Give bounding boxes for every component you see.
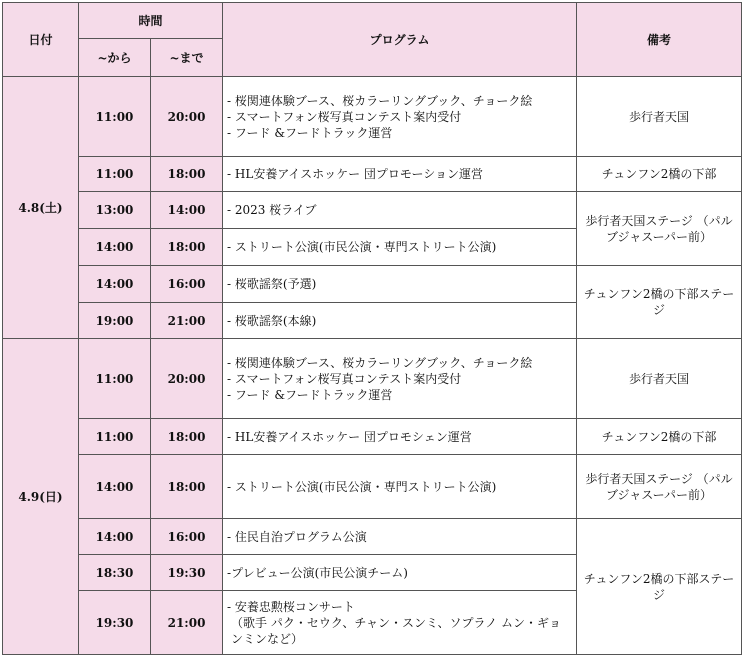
time-from: 11:00 — [79, 157, 151, 192]
program-cell — [223, 555, 577, 591]
program-cell — [223, 192, 577, 229]
date-cell: 4.9(日) — [3, 339, 79, 655]
time-from: 19:30 — [79, 591, 151, 655]
time-to: 20:00 — [151, 339, 223, 419]
program-line: - フード &フードトラック運営 — [227, 125, 393, 140]
program-line: - スマートフォン桜写真コンテスト案内受付 — [227, 371, 462, 386]
time-to: 14:00 — [151, 192, 223, 229]
note-cell: チュンフン2橋の下部 — [577, 419, 742, 455]
time-to: 16:00 — [151, 266, 223, 303]
time-from: 11:00 — [79, 419, 151, 455]
header-row-1 — [3, 3, 742, 39]
header-to: ~まで — [151, 39, 223, 77]
program-cell — [223, 419, 577, 455]
program-line: - ストリート公演(市民公演・専門ストリート公演) — [227, 240, 497, 254]
program-line: - スマートフォン桜写真コンテスト案内受付 — [227, 109, 462, 124]
note-cell: チュンフン2橋の下部ステージ — [577, 519, 742, 655]
time-from: 14:00 — [79, 455, 151, 519]
note-cell: 歩行者天国ステージ （パルブジャスーパー前） — [577, 455, 742, 519]
time-to: 18:00 — [151, 455, 223, 519]
program-line: - 桜関連体験ブース、桜カラーリングブック、チョーク絵 — [227, 355, 533, 370]
note-cell: 歩行者天国ステージ （パルブジャスーパー前） — [577, 192, 742, 266]
table-row — [3, 157, 742, 192]
schedule-table — [2, 2, 742, 655]
time-from: 14:00 — [79, 519, 151, 555]
header-time: 時間 — [79, 3, 223, 39]
header-note: 備考 — [577, 3, 742, 77]
time-from: 13:00 — [79, 192, 151, 229]
time-from: 19:00 — [79, 303, 151, 339]
table-row — [3, 192, 742, 229]
note-cell: 歩行者天国 — [577, 339, 742, 419]
program-line: - 桜関連体験ブース、桜カラーリングブック、チョーク絵 — [227, 93, 533, 108]
program-line: - 安養忠勲桜コンサート — [227, 599, 355, 614]
program-cell — [223, 303, 577, 339]
table-row — [3, 455, 742, 519]
note-cell: チュンフン2橋の下部ステージ — [577, 266, 742, 339]
table-row — [3, 519, 742, 555]
time-to: 16:00 — [151, 519, 223, 555]
program-line: - 桜歌謡祭(予選) — [227, 277, 317, 291]
time-to: 18:00 — [151, 229, 223, 266]
note-cell: 歩行者天国 — [577, 77, 742, 157]
program-line: - フード &フードトラック運営 — [227, 387, 393, 402]
program-cell — [223, 77, 577, 157]
date-cell: 4.8(土) — [3, 77, 79, 339]
program-cell — [223, 455, 577, 519]
program-cell — [223, 591, 577, 655]
header-date: 日付 — [3, 3, 79, 77]
program-cell — [223, 339, 577, 419]
time-to: 21:00 — [151, 303, 223, 339]
program-cell — [223, 266, 577, 303]
time-to: 18:00 — [151, 157, 223, 192]
header-program: プログラム — [223, 3, 577, 77]
program-line: （歌手 パク・セウク、チャン・スンミ、ソプラノ ムン・ギョンミンなど） — [231, 615, 561, 646]
time-to: 20:00 — [151, 77, 223, 157]
time-from: 14:00 — [79, 266, 151, 303]
table-row — [3, 266, 742, 303]
program-cell — [223, 519, 577, 555]
time-to: 19:30 — [151, 555, 223, 591]
program-line: - 住民自治プログラム公演 — [227, 529, 367, 544]
time-to: 18:00 — [151, 419, 223, 455]
time-from: 11:00 — [79, 339, 151, 419]
time-to: 21:00 — [151, 591, 223, 655]
program-line: - 2023 桜ライブ — [227, 203, 317, 217]
program-line: - 桜歌謡祭(本線) — [227, 313, 317, 328]
program-cell — [223, 157, 577, 192]
table-row — [3, 339, 742, 419]
time-from: 18:30 — [79, 555, 151, 591]
note-cell: チュンフン2橋の下部 — [577, 157, 742, 192]
time-from: 14:00 — [79, 229, 151, 266]
time-from: 11:00 — [79, 77, 151, 157]
program-cell — [223, 229, 577, 266]
table-row — [3, 77, 742, 157]
program-line: - ストリート公演(市民公演・専門ストリート公演) — [227, 479, 497, 494]
header-from: ~から — [79, 39, 151, 77]
program-line: - HL安養アイスホッケー 団プロモシェン運営 — [227, 429, 472, 444]
table-row — [3, 419, 742, 455]
program-line: - HL安養アイスホッケー 団プロモーション運営 — [227, 167, 483, 181]
program-line: -プレビュー公演(市民公演チーム) — [227, 565, 408, 580]
